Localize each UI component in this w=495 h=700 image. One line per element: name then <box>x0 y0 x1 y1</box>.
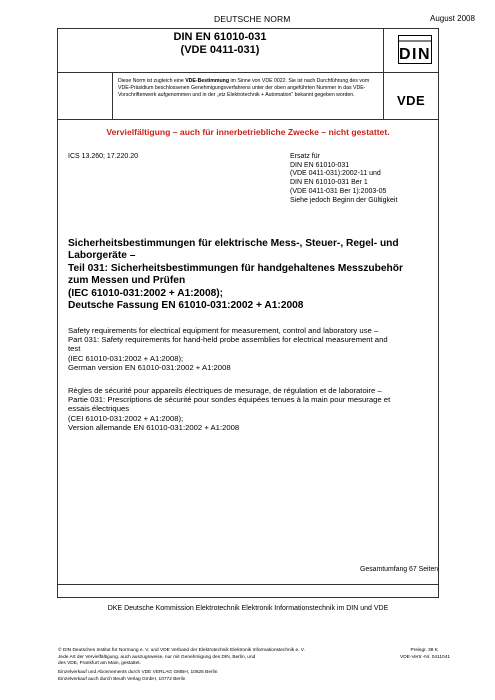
title-german-line: Laborgeräte – <box>68 250 136 262</box>
title-french-line: Règles de sécurité pour appareils électriques de mesurage, de régulation et de laboratoire – <box>68 386 382 395</box>
title-french-line: Version allemande EN 61010-031:2002 + A1:2008 <box>68 422 240 432</box>
price-info <box>400 648 451 661</box>
replacement-line: DIN EN 61010-031 <box>290 161 350 169</box>
vde-order-number: VDE-Vertr.-Nr. 0411041 <box>400 654 451 660</box>
title-french <box>68 386 430 432</box>
sales-line: Einzelverkauf und Abonnements durch VDE VERLAG GMBH, 10625 Berlin <box>58 670 218 675</box>
title-german-line: Teil 031: Sicherheitsbestimmungen für handgehaltenes Messzubehör <box>68 262 403 274</box>
divider-notice <box>57 119 439 120</box>
price-group: Preisgr. 38 K <box>410 648 438 653</box>
cover-frame <box>57 28 439 598</box>
logo-column-divider <box>383 28 384 119</box>
replacement-info <box>290 153 397 205</box>
title-french-line: Partie 031: Prescriptions de sécurité pour sondes équipées tenues à la main pour mesurage et <box>68 395 391 405</box>
divider-footer <box>57 584 439 585</box>
title-german-line: Deutsche Fassung EN 61010-031:2002 + A1:2008 <box>68 300 304 312</box>
document-category: DEUTSCHE NORM <box>214 14 291 24</box>
title-english-line: German version EN 61010-031:2002 + A1:2008 <box>68 362 231 372</box>
notice-bold-term: VDE-Bestimmung <box>185 78 229 84</box>
title-french-line: essais électriques <box>68 404 130 414</box>
notice-left-divider <box>112 72 113 119</box>
dke-committee: DKE Deutsche Kommission Elektrotechnik Elektronik Informationstechnik im DIN und VDE <box>107 605 389 612</box>
document-id <box>57 31 383 57</box>
title-english-line: (IEC 61010-031:2002 + A1:2008); <box>68 353 184 363</box>
title-english-line: Safety requirements for electrical equipment for measurement, control and laboratory use – <box>68 326 379 335</box>
total-pages: Gesamtumfang 67 Seiten <box>360 566 439 573</box>
reproduction-warning: Vervielfältigung – auch für innerbetriebliche Zwecke – nicht gestattet. <box>106 127 390 137</box>
vde-notice <box>118 78 380 99</box>
vde-number: (VDE 0411-031) <box>180 44 260 56</box>
title-french-line: (CEI 61010-031:2002 + A1:2008); <box>68 413 184 423</box>
svg-text:DIN: DIN <box>398 46 432 63</box>
notice-text-start: Diese Norm ist zugleich eine <box>118 78 186 84</box>
replacement-line: DIN EN 61010-031 Ber 1 <box>290 179 368 187</box>
copyright-line: © DIN Deutsches Institut für Normung e. V. und VDE Verband der Elektrotechnik Elektronik Informationstechnik e. V. <box>58 648 305 653</box>
sales-line: Einzelverkauf auch durch Beuth Verlag GmbH, 10772 Berlin <box>58 676 186 682</box>
publication-date: August 2008 <box>430 14 475 23</box>
title-german-line: Sicherheitsbestimmungen für elektrische Mess-, Steuer-, Regel- und <box>68 238 399 249</box>
replacement-line: (VDE 0411-031 Ber 1):2003-05 <box>290 187 387 195</box>
title-german <box>68 238 430 312</box>
replacement-line: (VDE 0411-031):2002-11 und <box>290 170 381 178</box>
din-logo-graphic <box>398 35 432 64</box>
notice-text-end: im Sinne von VDE 0022. Sie ist nach Durchführung des vom VDE-Präsidium beschlossenen Genehmigungsverfahrens unter der oben angeführten Nummer in das VDE-Vorschriftenwerk aufgenommen und in der „etz Elektrotechnik + Automation“ bekannt gegeben worden. <box>118 78 370 99</box>
ics-codes: ICS 13.260; 17.220.20 <box>68 153 139 160</box>
document-number: DIN EN 61010-031 <box>173 31 267 43</box>
copyright-line: des VDE, Frankfurt am Main, gestattet. <box>58 661 141 667</box>
vde-logo: VDE <box>397 93 426 108</box>
copyright-notice <box>58 648 388 668</box>
replacement-line: Ersatz für <box>290 153 320 160</box>
sales-info <box>58 670 388 683</box>
title-english-line: Part 031: Safety requirements for hand-held probe assemblies for electrical measurement and <box>68 335 388 345</box>
copyright-line: Jede Art der Vervielfältigung, auch auszugsweise, nur mit Genehmigung des DIN, Berlin, und <box>58 654 256 660</box>
title-english <box>68 326 430 372</box>
title-german-line: (IEC 61010-031:2002 + A1:2008); <box>68 287 224 299</box>
title-german-line: zum Messen und Prüfen <box>68 275 186 287</box>
title-english-line: test <box>68 344 81 354</box>
din-logo <box>398 35 432 64</box>
replacement-line: Siehe jedoch Beginn der Gültigkeit <box>290 196 398 204</box>
divider-id <box>57 72 439 73</box>
